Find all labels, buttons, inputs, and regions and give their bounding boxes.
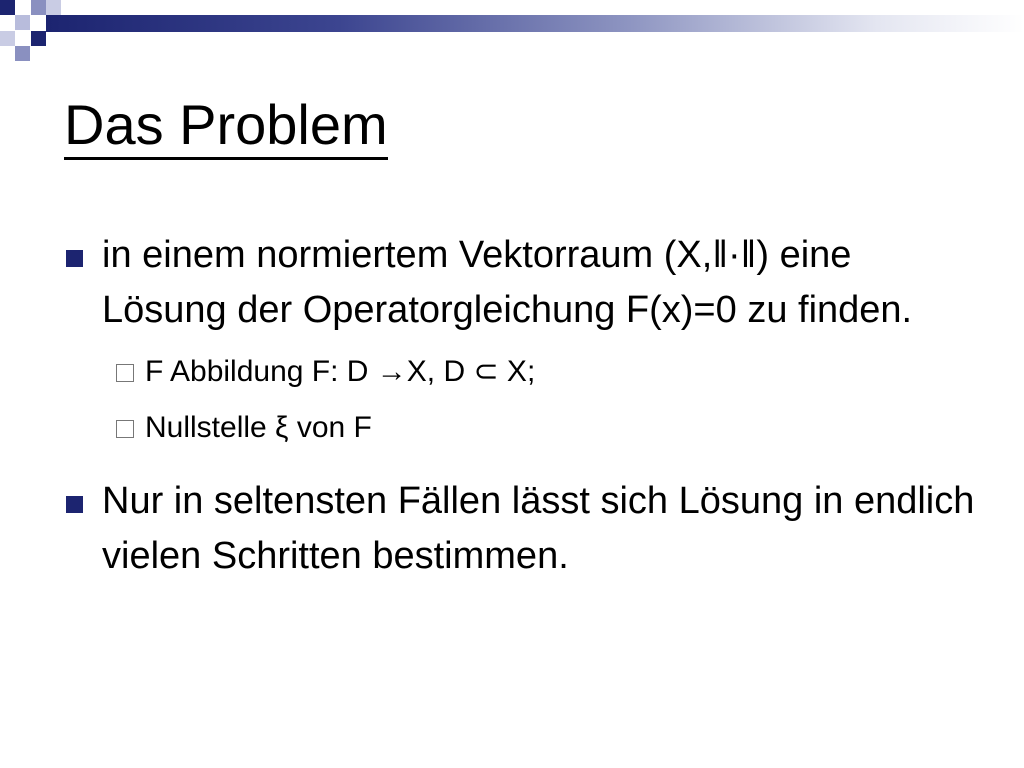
bullet-text: in einem normiertem Vektorraum (X,‖·‖) eine Lösung der Operatorgleichung F(x)=0 zu finden. [102,234,913,331]
bullet-square-icon [66,496,83,513]
header-decoration [0,0,1024,64]
deco-square [0,31,15,46]
deco-square [15,15,30,30]
bullet-item [64,228,984,338]
hollow-square-icon [116,364,134,382]
slide-title: Das Problem [64,94,388,160]
hollow-square-icon [116,420,134,438]
deco-square [31,31,46,46]
bullet-square-icon [66,250,83,267]
sub-bullet-item [64,344,984,400]
bullet-item [64,474,984,584]
deco-square [15,46,30,61]
sub-bullet-text: F Abbildung F: D →X, D ⊂ X; [145,355,536,388]
deco-square [31,0,46,15]
sub-bullet-text: Nullstelle ξ von F [145,411,372,444]
sub-bullet-list [64,344,984,456]
deco-square [0,0,15,15]
sub-bullet-item [64,400,984,456]
bullet-text: Nur in seltensten Fällen lässt sich Lösung in endlich vielen Schritten bestimmen. [102,480,975,577]
slide-content [64,228,984,584]
header-gradient-bar [46,15,1024,32]
deco-square [46,0,61,15]
